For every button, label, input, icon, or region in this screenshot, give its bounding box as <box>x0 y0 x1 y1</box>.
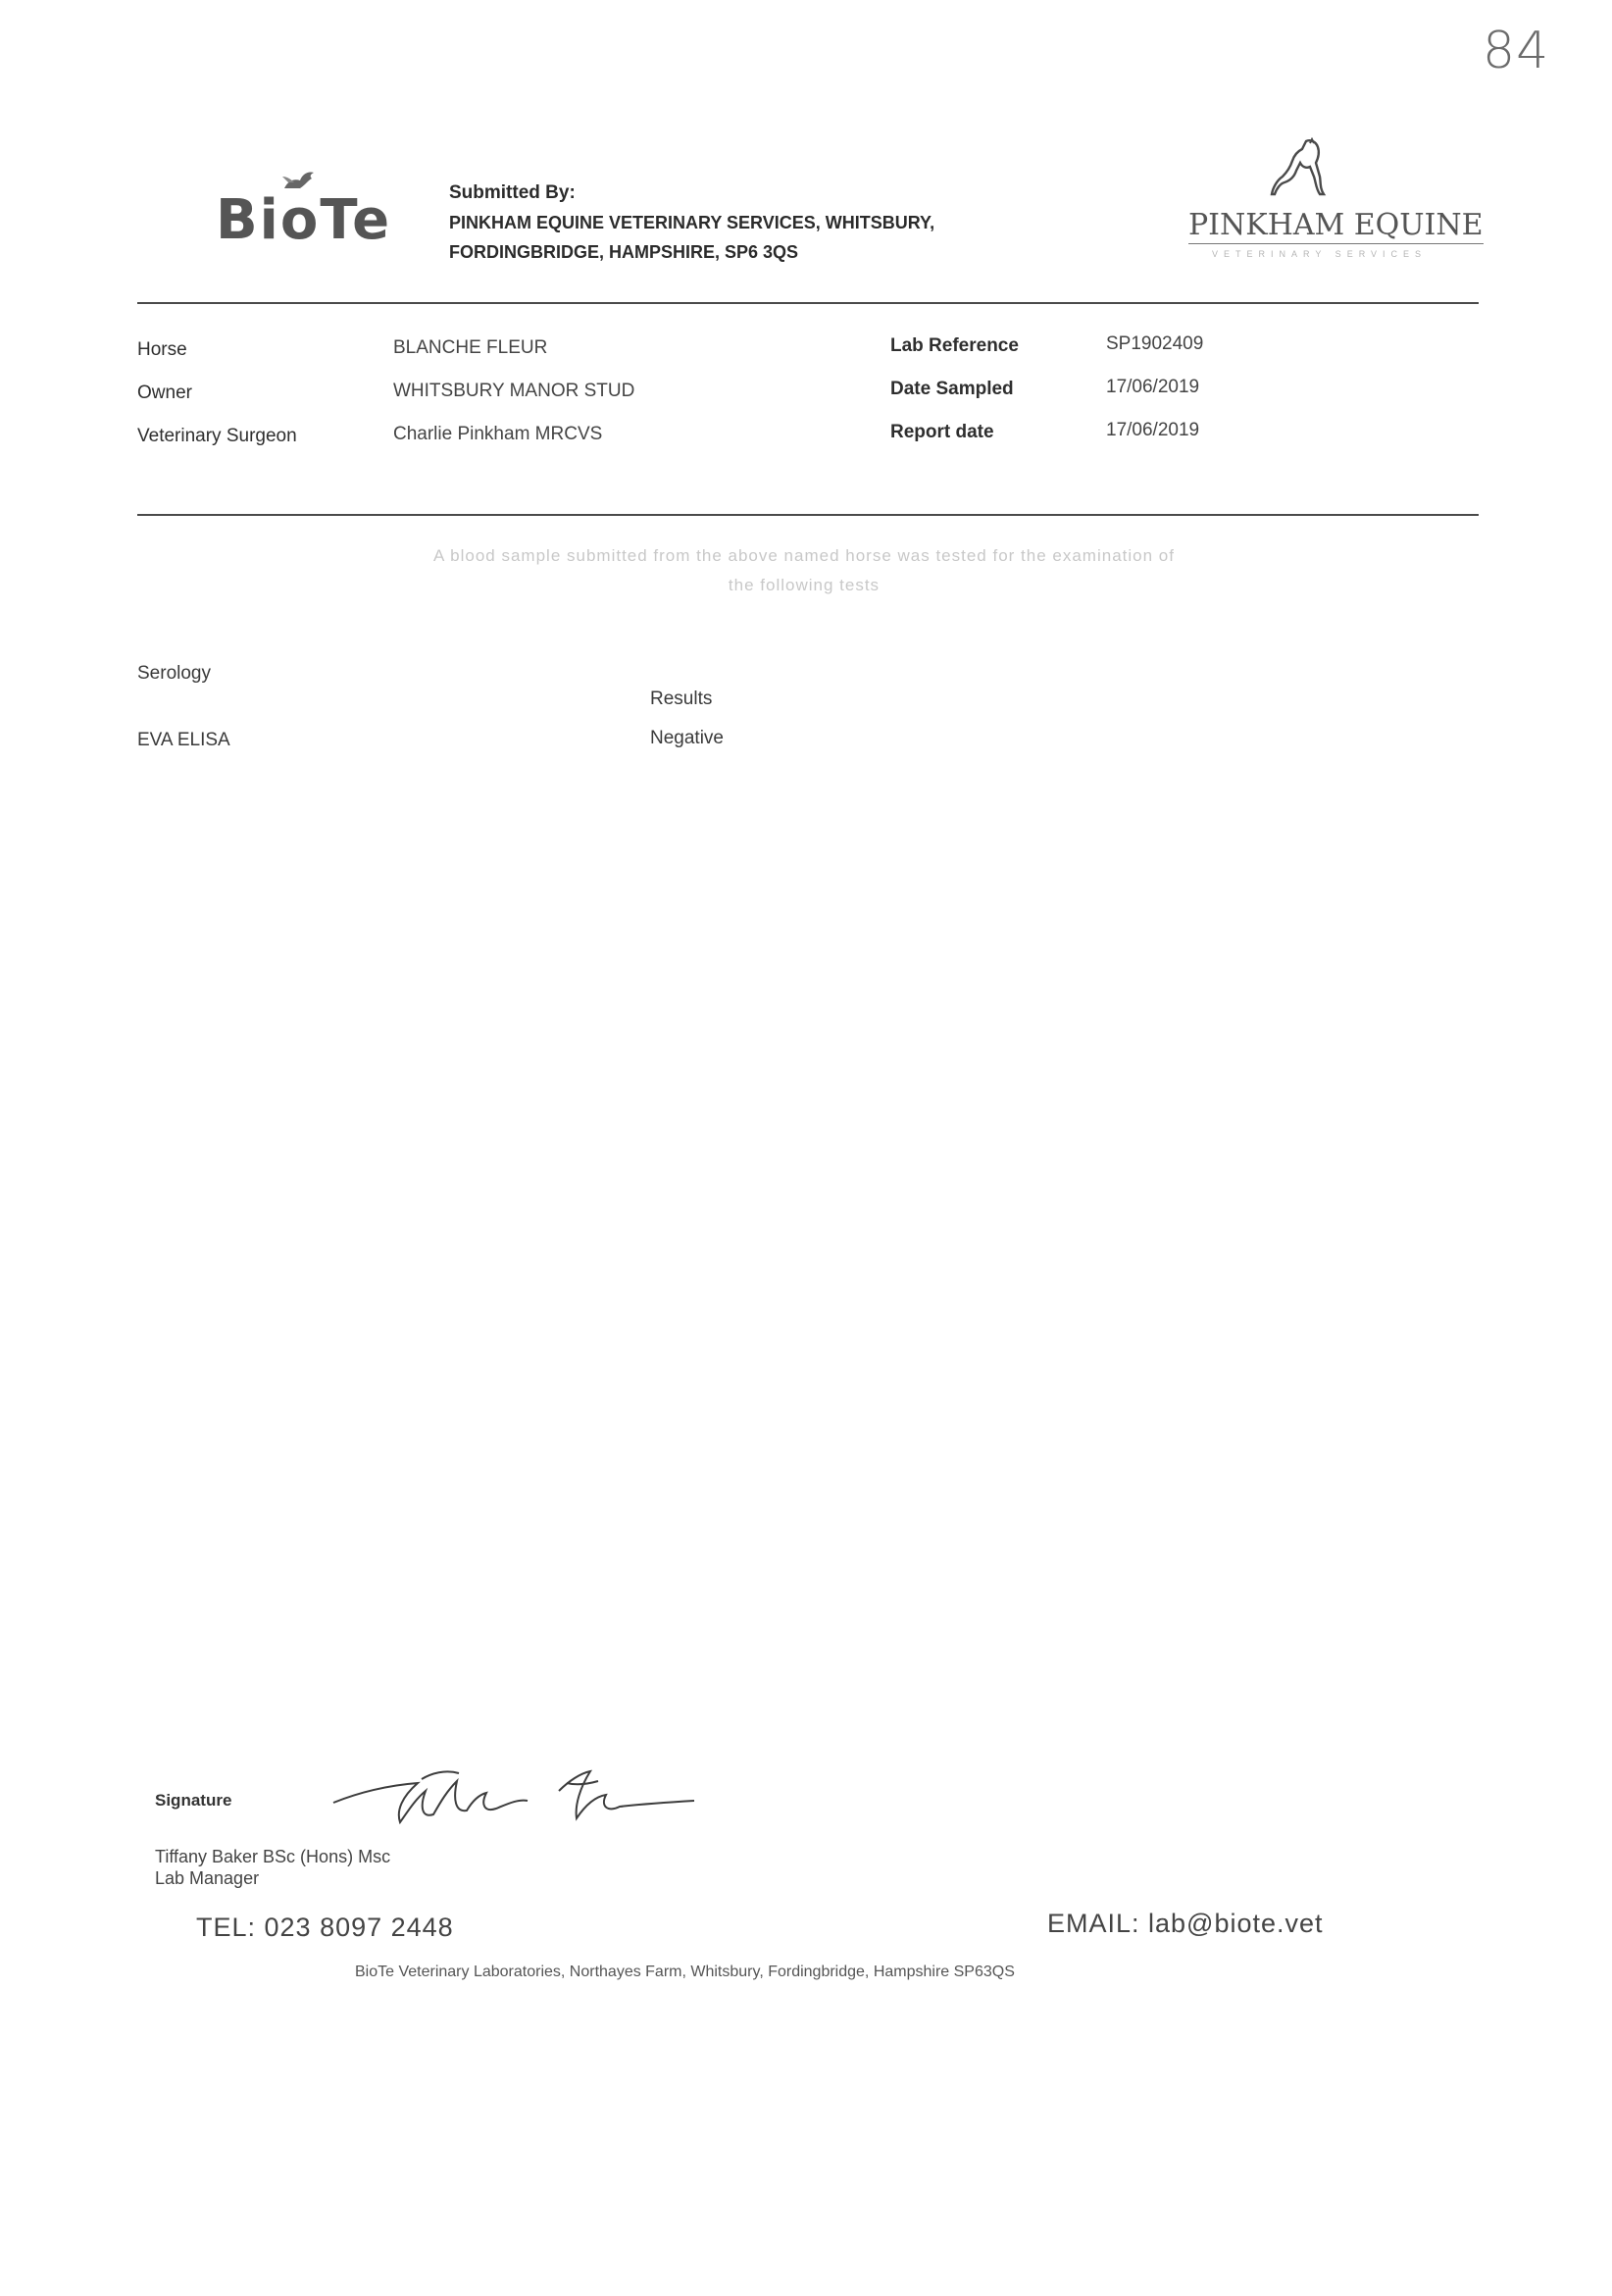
sample-notice-line-2: the following tests <box>728 576 881 594</box>
header-divider <box>137 302 1479 304</box>
signer-title: Lab Manager <box>155 1868 260 1888</box>
report-date-value: 17/06/2019 <box>1106 420 1200 440</box>
veterinary-surgeon-label: Veterinary Surgeon <box>137 426 297 446</box>
test-name: EVA ELISA <box>137 730 230 750</box>
signer-block <box>155 1846 390 1889</box>
details-divider <box>137 514 1479 516</box>
submitted-by-line-1: PINKHAM EQUINE VETERINARY SERVICES, WHITSBURY, <box>449 213 935 232</box>
results-column-header: Results <box>650 689 713 709</box>
report-date-label: Report date <box>890 422 994 442</box>
biote-logo <box>216 165 392 253</box>
horse-value: BLANCHE FLEUR <box>393 337 548 358</box>
sample-notice-line-1: A blood sample submitted from the above named horse was tested for the examination of <box>433 546 1175 565</box>
owner-label: Owner <box>137 383 192 403</box>
owner-value: WHITSBURY MANOR STUD <box>393 381 635 401</box>
handwritten-signature <box>324 1761 706 1840</box>
submitted-by-block <box>449 179 934 267</box>
veterinary-surgeon-value: Charlie Pinkham MRCVS <box>393 424 603 444</box>
horse-icon <box>1267 137 1335 198</box>
signature-label: Signature <box>155 1791 232 1810</box>
pinkham-equine-tagline: VETERINARY SERVICES <box>1212 249 1428 259</box>
lab-reference-label: Lab Reference <box>890 335 1019 356</box>
pinkham-equine-logo-text: PINKHAM EQUINE <box>1188 208 1484 242</box>
pinkham-equine-logo <box>1188 137 1484 265</box>
footer-email: EMAIL: lab@biote.vet <box>1047 1909 1324 1938</box>
lab-reference-value: SP1902409 <box>1106 333 1204 354</box>
biote-logo-text: BioTe <box>216 188 392 252</box>
footer-telephone: TEL: 023 8097 2448 <box>196 1913 454 1942</box>
submitted-by-line-2: FORDINGBRIDGE, HAMPSHIRE, SP6 3QS <box>449 242 799 262</box>
signer-name: Tiffany Baker BSc (Hons) Msc <box>155 1847 391 1866</box>
date-sampled-label: Date Sampled <box>890 379 1014 399</box>
date-sampled-value: 17/06/2019 <box>1106 377 1200 397</box>
footer-address: BioTe Veterinary Laboratories, Northayes Farm, Whitsbury, Fordingbridge, Hampshire SP63QS <box>355 1964 1015 1980</box>
test-result: Negative <box>650 728 724 748</box>
serology-section-title: Serology <box>137 663 211 684</box>
horse-label: Horse <box>137 339 187 360</box>
sample-notice <box>294 541 1314 600</box>
page-number: 84 <box>1483 22 1550 80</box>
submitted-by-heading: Submitted By: <box>449 182 576 203</box>
